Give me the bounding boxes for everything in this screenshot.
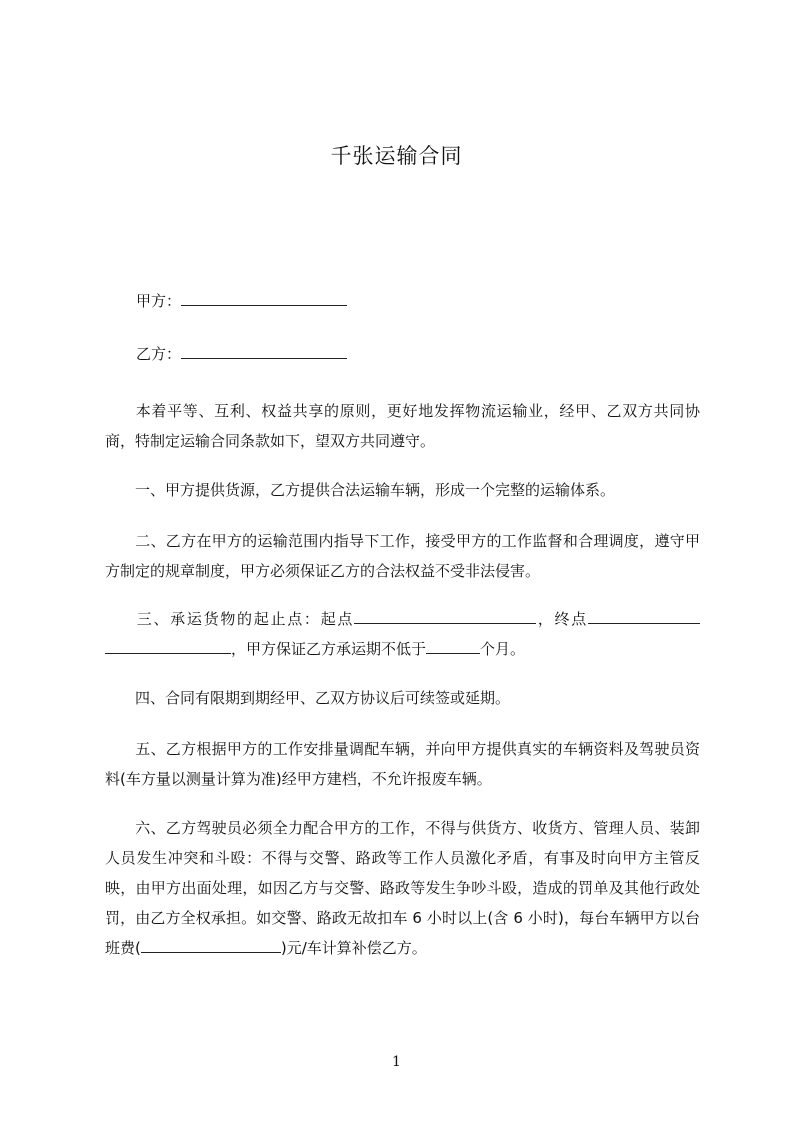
party-a-label: 甲方： bbox=[136, 292, 182, 310]
origin-blank[interactable] bbox=[354, 609, 536, 624]
party-b-line bbox=[136, 343, 347, 365]
clause-6-paragraph bbox=[105, 813, 700, 963]
shift-fee-blank[interactable] bbox=[141, 938, 281, 953]
clause-3-text-destination: ，终点 bbox=[536, 610, 588, 628]
clause-6-text-end: )元/车计算补偿乙方。 bbox=[280, 939, 427, 957]
party-a-line bbox=[136, 290, 347, 312]
clause-1-paragraph bbox=[105, 475, 700, 505]
destination-blank-line1[interactable] bbox=[588, 609, 700, 624]
clause-4-paragraph bbox=[105, 683, 700, 713]
clause-4-text: 四、合同有限期到期经甲、乙双方协议后可续签或延期。 bbox=[135, 689, 511, 707]
party-b-blank[interactable] bbox=[181, 343, 347, 359]
document-title: 千张运输合同 bbox=[330, 144, 463, 168]
clause-3-text-period: ，甲方保证乙方承运期不低于 bbox=[231, 640, 427, 658]
preamble-paragraph bbox=[105, 396, 700, 456]
preamble-text: 本着平等、互利、权益共享的原则，更好地发挥物流运输业，经甲、乙双方共同协商，特制定运输合同条款如下，望双方共同遵守。 bbox=[105, 402, 700, 450]
months-blank[interactable] bbox=[426, 639, 480, 654]
clause-2-text: 二、乙方在甲方的运输范围内指导下工作，接受甲方的工作监督和合理调度，遵守甲方制定的规章制度，甲方必须保证乙方的合法权益不受非法侵害。 bbox=[105, 532, 700, 580]
clause-5-text: 五、乙方根据甲方的工作安排量调配车辆，并向甲方提供真实的车辆资料及驾驶员资料(车方量以测量计算为准)经甲方建档，不允许报废车辆。 bbox=[105, 740, 700, 788]
party-a-blank[interactable] bbox=[181, 290, 347, 306]
party-b-label: 乙方： bbox=[136, 345, 182, 363]
clause-6-text: 六、乙方驾驶员必须全力配合甲方的工作，不得与供货方、收货方、管理人员、装卸人员发生冲突和斗殴：不得与交警、路政等工作人员激化矛盾，有事及时向甲方主管反映，由甲方出面处理，如因乙方与交警、路政等发生争吵斗殴，造成的罚单及其他行政处罚，由乙方全权承担。如交警、路政无故扣车 6 小时以上(含 6 小时)，每台车辆甲方以台班费( bbox=[105, 819, 700, 957]
clause-3-text-start: 三、承运货物的起止点：起点 bbox=[135, 610, 355, 628]
page-number: 1 bbox=[392, 1054, 401, 1070]
clause-5-paragraph bbox=[105, 734, 700, 794]
destination-blank-line2[interactable] bbox=[105, 639, 231, 654]
clause-1-text: 一、甲方提供货源，乙方提供合法运输车辆，形成一个完整的运输体系。 bbox=[135, 481, 616, 499]
clause-2-paragraph bbox=[105, 526, 700, 586]
clause-3-text-end: 个月。 bbox=[480, 640, 526, 658]
clause-3-paragraph bbox=[105, 604, 700, 664]
